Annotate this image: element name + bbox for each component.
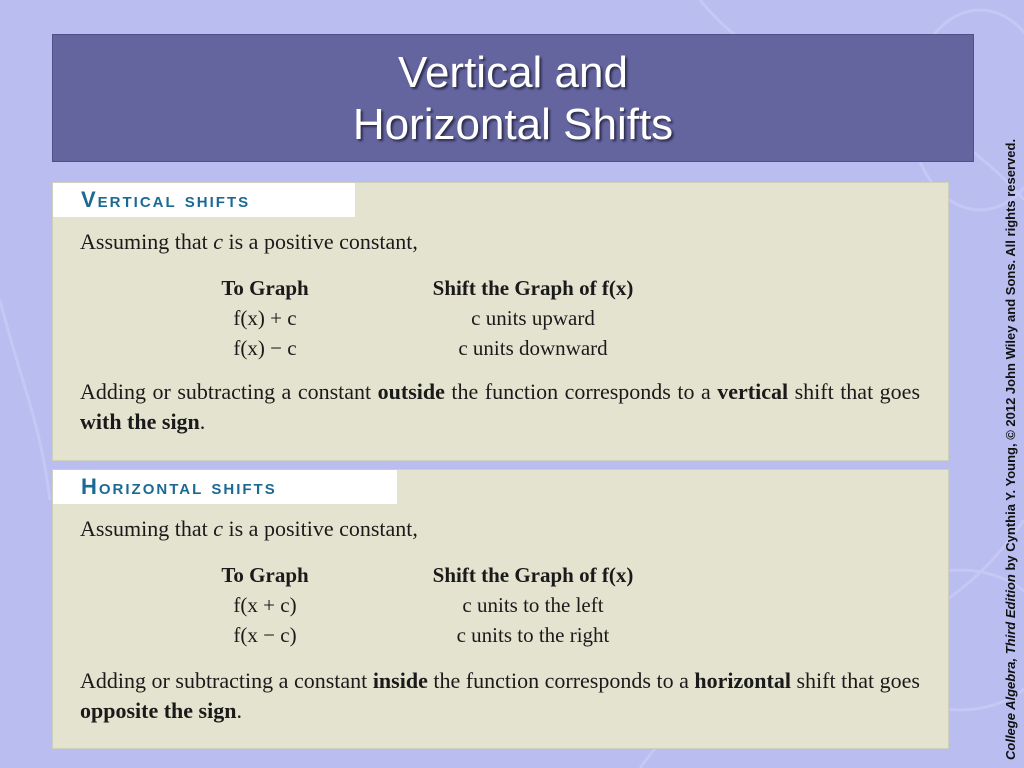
summary-bold: vertical [717,379,789,404]
horizontal-summary [80,666,920,726]
summary-text: the function corresponds to a [444,379,718,404]
vertical-shifts-box [52,182,949,461]
intro-variable: c [213,516,223,541]
summary-text: the function corresponds to a [427,668,695,693]
summary-text: . [199,409,206,434]
title-line-2: Horizontal Shifts [352,100,674,149]
table-cell-graph: f(x) + c [233,306,297,330]
table-cell-graph: f(x) − c [233,336,297,360]
table-cell-shift: c units downward [458,336,608,360]
intro-text-end: is a positive constant, [223,229,418,254]
vertical-summary [80,377,920,437]
summary-bold: with the sign [80,409,200,434]
horizontal-shifts-header: Horizontal shifts [53,470,397,504]
table-cell-shift: c units to the left [462,593,604,617]
vertical-shifts-header: Vertical shifts [53,183,355,217]
intro-text: Assuming that [80,516,214,541]
summary-bold: opposite the sign [80,698,237,723]
intro-text-end: is a positive constant, [223,516,418,541]
column-header-shift: Shift the Graph of f(x) [432,276,634,300]
summary-bold: inside [372,668,428,693]
summary-bold: horizontal [694,668,791,693]
table-cell-shift: c units upward [471,306,595,330]
intro-variable: c [213,229,223,254]
copyright-notice [1003,60,1023,760]
column-header-to-graph: To Graph [221,563,309,587]
column-header-to-graph: To Graph [221,276,309,300]
summary-text: shift that goes [788,379,921,404]
copyright-text: by Cynthia Y. Young, © 2012 John Wiley and Sons. All rights reserved. [1003,138,1018,575]
title-line-1: Vertical and [398,48,628,97]
horizontal-shifts-box [52,469,949,749]
table-cell-graph: f(x − c) [233,623,297,647]
table-cell-graph: f(x + c) [233,593,297,617]
summary-text: shift that goes [790,668,920,693]
summary-text: Adding or subtracting a constant [80,379,378,404]
column-header-shift: Shift the Graph of f(x) [432,563,634,587]
summary-bold: outside [377,379,445,404]
summary-text: . [236,698,242,723]
summary-text: Adding or subtracting a constant [80,668,373,693]
book-title: College Algebra, Third Edition [1003,574,1018,760]
intro-text: Assuming that [80,229,214,254]
slide-title [52,34,974,162]
table-cell-shift: c units to the right [456,623,610,647]
